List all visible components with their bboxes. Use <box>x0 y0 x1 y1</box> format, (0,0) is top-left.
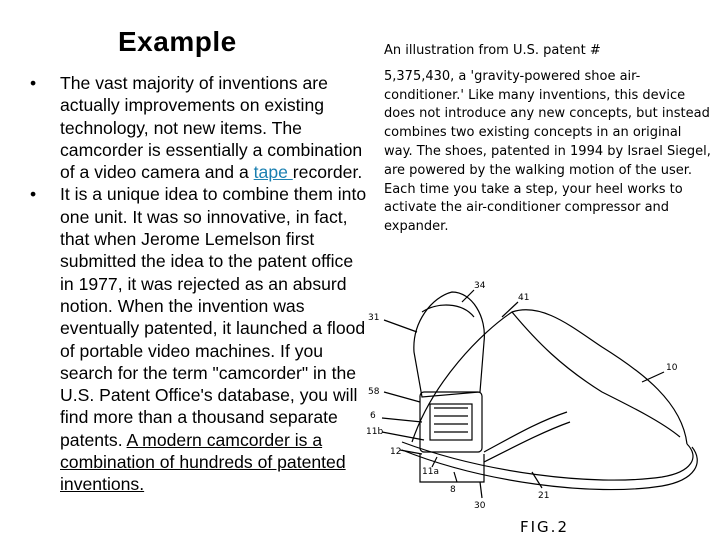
callout-label: 11a <box>422 467 439 477</box>
compressor-housing <box>420 392 482 452</box>
patent-shoe-illustration <box>362 272 707 540</box>
shoe-upper-seam <box>512 312 680 437</box>
callout-label: 34 <box>474 281 486 291</box>
caption-heading: An illustration from U.S. patent # <box>384 43 601 58</box>
bullet-list <box>28 72 368 496</box>
compressor-core <box>430 404 472 440</box>
patent-caption <box>384 42 714 237</box>
slide-title: Example <box>118 26 237 57</box>
callout-label: 58 <box>368 387 380 397</box>
callout-label: 30 <box>474 501 486 511</box>
bullet-item-2 <box>28 183 368 495</box>
bullet-1-text: The vast majority of inventions are actually improvements on existing technology, not new items. The camcorder is essentially a combination of a video camera and a <box>60 73 363 183</box>
callout-label: 31 <box>368 313 380 323</box>
figure-label: FIG.2 <box>520 518 569 536</box>
flex-tube <box>484 412 567 452</box>
callout-label: 8 <box>450 485 456 495</box>
callout-label: 21 <box>538 491 550 501</box>
bullet-2-text: It is a unique idea to combine them into one unit. It was so innovative, in fact, that when Jerome Lemelson first submitted the idea to the patent office in 1977, it was rejected as an absurd notion. When the invention was eventually patented, it launched a flood of portable video machines. If you search for the term "camcorder" in the U.S. Patent Office's database, you will find more than a thousand separate patents. <box>60 184 367 450</box>
bullet-2-underlined-text: A modern camcorder is a combination of hundreds of patented inventions. <box>60 429 346 495</box>
shoe-sole-line <box>402 442 693 480</box>
callout-label: 12 <box>390 447 402 457</box>
callout-label: 41 <box>518 293 530 303</box>
shoe-sole-outline <box>402 447 697 490</box>
bullet-1-text-end: recorder. <box>292 162 363 183</box>
callout-label: 6 <box>370 411 376 421</box>
callout-label: 11b <box>366 427 384 437</box>
callout-label: 10 <box>666 363 678 373</box>
caption-body: 5,375,430, a 'gravity-powered shoe air-conditioner.' Like many inventions, this device does not introduce any new concepts, but instead combines two existing concepts in an original way. The shoes, patented in 1994 by Israel Siegel, are powered by the walking motion of the user. Each time you take a step, your heel works to activate the air-conditioner compressor and expander. <box>384 68 711 235</box>
tape-link[interactable]: tape <box>253 162 293 183</box>
bullet-item-1 <box>28 72 368 183</box>
